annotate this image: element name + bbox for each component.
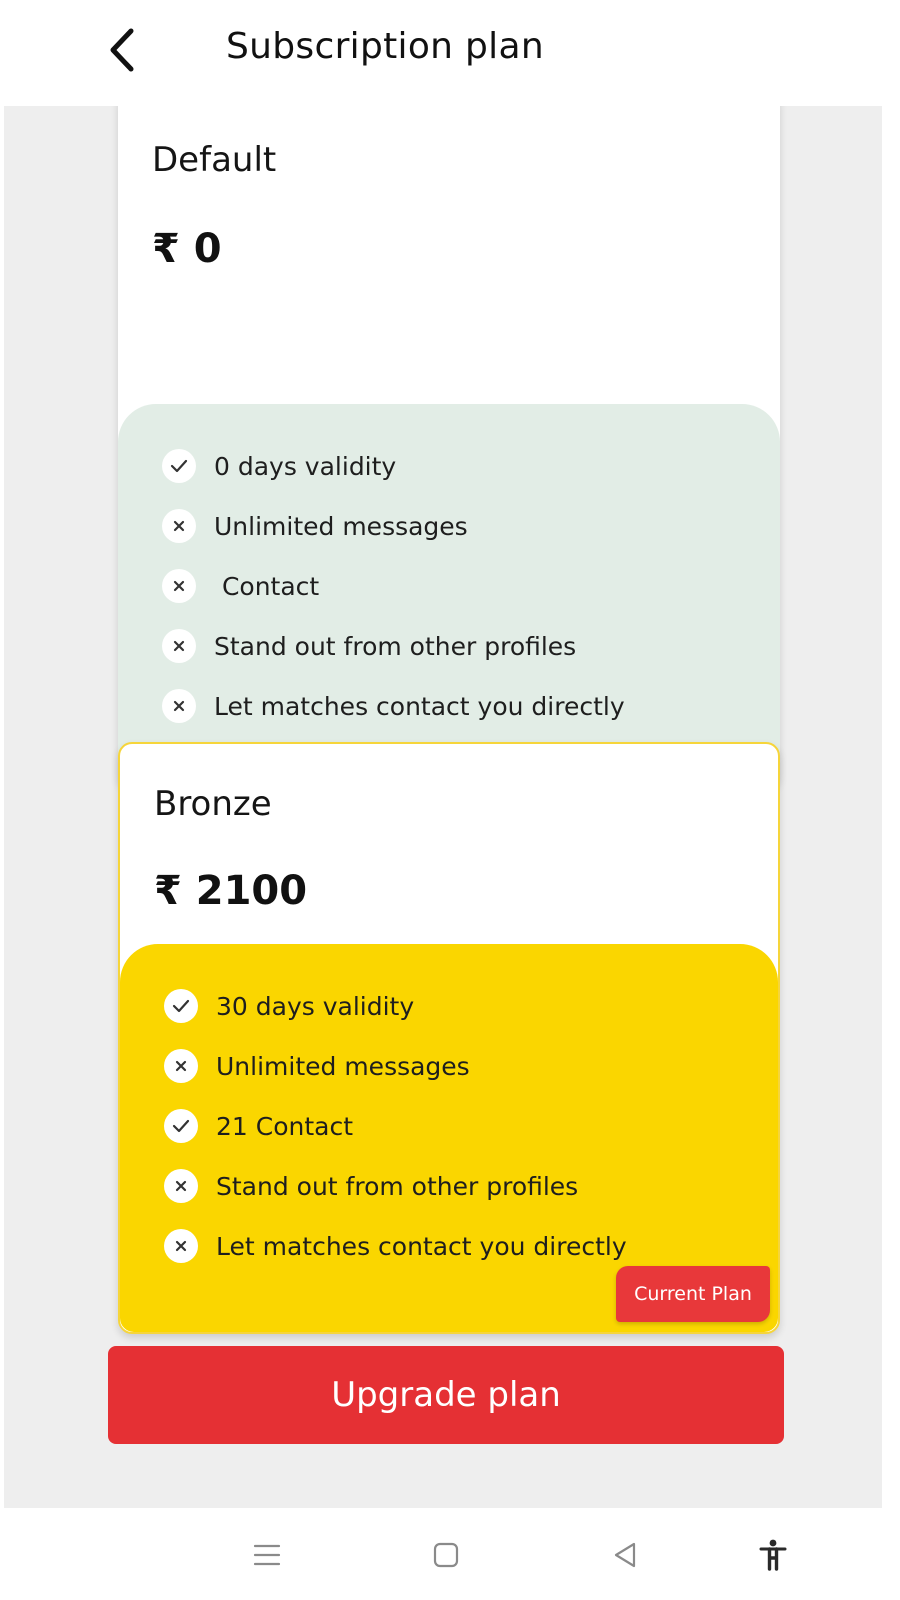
plan-name: Bronze xyxy=(154,784,272,824)
feature-stand-out xyxy=(162,626,576,666)
check-icon xyxy=(164,989,198,1023)
feature-messages xyxy=(162,506,468,546)
menu-icon xyxy=(252,1542,282,1568)
app-header xyxy=(0,0,900,106)
accessibility-button[interactable] xyxy=(748,1530,798,1580)
upgrade-plan-button[interactable]: Upgrade plan xyxy=(108,1346,784,1444)
plan-price: ₹ 2100 xyxy=(154,868,308,914)
cross-icon xyxy=(162,569,196,603)
plan-card-bronze[interactable] xyxy=(118,742,780,1334)
feature-direct-contact xyxy=(164,1226,627,1266)
plan-card-default[interactable] xyxy=(118,106,780,788)
back-triangle-icon xyxy=(610,1540,640,1570)
feature-messages xyxy=(164,1046,470,1086)
feature-text: Unlimited messages xyxy=(214,511,468,541)
plan-features xyxy=(118,404,780,788)
accessibility-icon xyxy=(758,1538,788,1572)
feature-text: Let matches contact you directly xyxy=(214,691,625,721)
chevron-left-icon xyxy=(107,27,137,73)
feature-validity xyxy=(164,986,414,1026)
feature-direct-contact xyxy=(162,686,625,726)
recent-apps-button[interactable] xyxy=(242,1530,292,1580)
check-icon xyxy=(164,1109,198,1143)
plan-features xyxy=(120,944,778,1332)
feature-text: 21 Contact xyxy=(216,1111,354,1141)
plan-name: Default xyxy=(152,140,277,180)
feature-text: Let matches contact you directly xyxy=(216,1231,627,1261)
cross-icon xyxy=(162,509,196,543)
feature-stand-out xyxy=(164,1166,578,1206)
feature-text: Stand out from other profiles xyxy=(216,1171,579,1201)
cross-icon xyxy=(164,1049,198,1083)
cross-icon xyxy=(162,689,196,723)
system-back-button[interactable] xyxy=(600,1530,650,1580)
feature-text: Contact xyxy=(214,571,320,601)
feature-text: 0 days validity xyxy=(214,451,397,481)
check-icon xyxy=(162,449,196,483)
page-title: Subscription plan xyxy=(226,26,544,67)
plan-price: ₹ 0 xyxy=(152,226,222,272)
home-square-icon xyxy=(431,1540,461,1570)
feature-validity xyxy=(162,446,396,486)
cross-icon xyxy=(162,629,196,663)
back-button[interactable] xyxy=(96,20,148,80)
feature-text: 30 days validity xyxy=(216,991,415,1021)
cross-icon xyxy=(164,1229,198,1263)
feature-contact xyxy=(164,1106,353,1146)
current-plan-badge: Current Plan xyxy=(616,1266,770,1322)
home-button[interactable] xyxy=(421,1530,471,1580)
feature-text: Unlimited messages xyxy=(216,1051,470,1081)
feature-text: Stand out from other profiles xyxy=(214,631,577,661)
feature-contact xyxy=(162,566,319,606)
plans-list[interactable] xyxy=(4,106,882,1508)
cross-icon xyxy=(164,1169,198,1203)
system-nav-bar xyxy=(0,1508,900,1600)
